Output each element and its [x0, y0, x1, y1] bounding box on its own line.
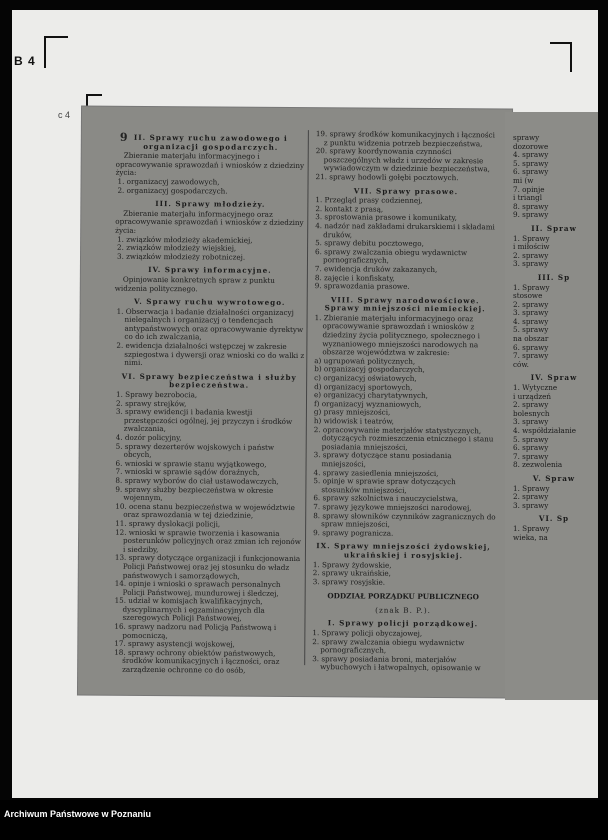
- list-item: 10. ocena stanu bezpieczeństwa w województwie oraz sprawozdania w tej dziedzinie,: [115, 501, 295, 521]
- list-item: c) organizacyj oświatowych,: [314, 373, 417, 383]
- list-item: 2. sprawy zwalczania obiegu wydawnictw pornograficznych,: [312, 636, 465, 655]
- list-item: 7. opinje: [513, 184, 545, 194]
- section-heading: IV. Spraw: [530, 373, 578, 383]
- sheet-label-b4: B 4: [14, 54, 36, 68]
- list-item: 14. opinje i wnioski o sprawach personalnych Policji Państwowej, mundurowej i śledczej,: [114, 578, 281, 598]
- list-item: 2. ewidencja działalności wstępczej w zakresie szpiegostwa i dywersji oraz wnioski co do walki z nimi.: [116, 340, 305, 368]
- list-item: 1. Sprawy: [513, 282, 550, 292]
- list-item: 4. sprawy: [513, 150, 549, 160]
- list-item: f) organizacyj wyznaniowych,: [313, 398, 422, 409]
- list-item: 8. zajęcie i konfiskaty,: [314, 272, 395, 283]
- list-item: ców.: [513, 359, 529, 369]
- list-item: 4. dozór policyjny,: [115, 432, 182, 443]
- list-item: 12. wnioski w sprawie tworzenia i kasowania posterunków policyjnych oraz zmian ich rejonów i siedziby,: [115, 527, 301, 554]
- list-item: dozorowe: [513, 141, 549, 151]
- list-item: 5. sprawy debitu pocztowego,: [315, 238, 424, 249]
- list-item: 7. sprawy: [513, 351, 549, 361]
- section-heading: VIII. Sprawy narodowościowe. Sprawy mniejszości niemieckiej.: [324, 294, 486, 314]
- list-item: 2. sprawy: [513, 250, 549, 260]
- list-item: 8. sprawy: [513, 201, 549, 211]
- list-item: 11. sprawy dyslokacji policji,: [115, 518, 221, 529]
- list-item: h) widowisk i teatrów,: [313, 416, 395, 426]
- list-item: 9. sprawozdania prasowe.: [314, 281, 410, 291]
- list-item: wieka, na: [513, 532, 548, 542]
- list-item: 1. organizacyj zawodowych,: [117, 176, 220, 187]
- list-item: 1. Przegląd prasy codziennej,: [315, 195, 423, 206]
- list-item: 5. sprawy dezerterów wojskowych i państw obcych,: [115, 441, 275, 460]
- list-item: 1. Obserwacja i badanie działalności organizacyj nielegalnych i organizacyj o tendencjach antypaństwowych oraz opracowywanie dyrektyw co do ich zwalczania,: [116, 306, 304, 342]
- list-item: 2. sprawy: [513, 492, 549, 502]
- paragraph: (znak B. P.).: [375, 605, 431, 615]
- section-heading: VII. Sprawy prasowe.: [353, 185, 459, 196]
- list-item: 1. Sprawy: [513, 483, 550, 493]
- list-item: sprawy: [513, 133, 540, 142]
- list-item: stosowe: [513, 291, 543, 301]
- list-item: 6. sprawy: [513, 443, 549, 453]
- list-item: 6. sprawy: [513, 167, 549, 177]
- list-item: 4. sprawy zasiedlenia mniejszości,: [313, 467, 439, 478]
- list-item: 1. Sprawy: [513, 523, 550, 533]
- list-item: 7. sprawy: [513, 451, 549, 461]
- list-item: 4. sprawy: [513, 316, 549, 326]
- list-item: 16. sprawy nadzoru nad Policją Państwową i pomocniczą,: [114, 621, 277, 640]
- list-item: 3. sprawy: [513, 500, 549, 510]
- list-item: 5. sprawy: [513, 325, 549, 335]
- section-heading: IV. Sprawy informacyjne.: [148, 265, 272, 276]
- section-heading: III. Sprawy młodzieży.: [155, 199, 266, 209]
- list-item: 8. sprawy wyborów do ciał ustawodawczych,: [115, 475, 279, 486]
- list-item: 18. sprawy ochrony obiektów państwowych, środków komunikacyjnych i łączności, oraz zarządzenie ochronne co do osób,: [114, 647, 280, 675]
- list-item: 2. sprawy: [513, 400, 549, 410]
- text-column-adjacent: [511, 134, 597, 542]
- archive-name: Archiwum Państwowe w Poznaniu: [4, 809, 152, 819]
- list-item: 17. sprawy asystencji wojskowej,: [114, 638, 235, 649]
- list-item: 7. ewidencja druków zakazanych,: [314, 264, 438, 274]
- list-item: 9. sprawy: [513, 210, 549, 220]
- paragraph: Opinjowanie konkretnych spraw z punktu widzenia politycznego.: [114, 274, 275, 293]
- list-item: 3. związków młodzieży robotniczej.: [116, 251, 246, 262]
- paragraph: Zbieranie materjału informacyjnego oraz opracowywanie sprawozdań i wniosków z dziedziny życia:: [115, 208, 304, 235]
- crop-mark-top-right: [550, 42, 572, 72]
- list-item: 3. sprawy ewidencji i badania kwestji przestępczości ogólnej, jej przyczyn i środków zwalczania,: [115, 406, 293, 434]
- adjacent-page: [505, 112, 598, 700]
- section-heading: II. Sprawy ruchu zawodowego i organizacji gospodarczych.: [133, 132, 288, 152]
- list-item: d) organizacyj sportowych,: [314, 381, 413, 392]
- list-item: 9. sprawy pogranicza.: [313, 527, 394, 538]
- list-item: 3. sprawy: [513, 417, 549, 427]
- list-item: 9. sprawy służby bezpieczeństwa w okresie wojennym,: [115, 484, 274, 503]
- list-item: 1. Zbieranie materjału informacyjnego oraz opracowywanie sprawozdań i wniosków z dziedziny życia politycznego, społecznego i wyznaniowego mniejszości narodowych na obszarze województwa w zakresie:: [314, 313, 480, 358]
- list-item: 1. Sprawy żydowskie,: [312, 559, 392, 570]
- list-item: 8. zezwolenia: [513, 460, 563, 470]
- list-item: 1. Sprawy bezrobocia,: [116, 389, 198, 400]
- list-item: 6. sprawy szkolnictwa i nauczycielstwa,: [313, 493, 459, 504]
- text-column-left: [112, 129, 306, 676]
- list-item: 1. Wytyczne: [513, 383, 558, 393]
- section-heading: I. Sprawy policji porządkowej.: [327, 618, 479, 629]
- archive-footer: [0, 800, 608, 840]
- section-heading: III. Sp: [537, 272, 571, 282]
- list-item: g) prasy mniejszości,: [313, 407, 391, 418]
- section-heading: II. Spraw: [531, 223, 577, 233]
- list-item: 2. sprawy: [513, 299, 549, 309]
- section-heading: V. Sprawy ruchu wywrotowego.: [133, 296, 286, 308]
- list-item: 6. sprawy zwalczania obiegu wydawnictw pornograficznych,: [315, 246, 468, 265]
- list-item: a) ugrupowań politycznych,: [314, 355, 416, 366]
- list-item: 5. opinje w sprawie spraw dotyczących stosunków mniejszości,: [313, 476, 456, 495]
- list-item: 3. sprawy dotyczące stanu posiadania mniejszości,: [313, 450, 452, 469]
- crop-mark-top-left: [44, 36, 68, 68]
- list-item: 3. sprawy rosyjskie.: [312, 576, 386, 587]
- list-item: 8. sprawy słowników czynników zagranicznych do spraw mniejszości,: [313, 510, 496, 529]
- list-item: 6. wnioski w sprawie stanu wyjątkowego,: [115, 458, 267, 469]
- list-item: 3. sprostowania prasowe i komunikaty,: [315, 212, 457, 223]
- paragraph: Zbieranie materjału informacyjnego i opracowywanie sprawozdań i wniosków z dziedziny życia:: [115, 150, 305, 178]
- document-page: [78, 107, 512, 698]
- list-item: 7. wnioski w sprawie sądów doraźnych,: [115, 467, 260, 478]
- list-item: 1. Sprawy policji obyczajowej,: [312, 628, 423, 638]
- list-item: 3. sprawy: [513, 308, 549, 318]
- list-item: 2. sprawy strejków,: [115, 398, 187, 408]
- list-item: 5. sprawy: [513, 434, 549, 444]
- list-item: 21. sprawy hodowli gołębi pocztowych.: [315, 172, 459, 183]
- list-item: mi (w: [513, 175, 534, 185]
- list-item: 6. sprawy: [513, 342, 549, 352]
- list-item: 2. kontakt z prasą,: [315, 203, 384, 214]
- list-item: i triangl: [513, 193, 543, 203]
- section-heading: VI. Sp: [538, 514, 570, 524]
- list-item: i urządzeń: [513, 391, 551, 401]
- list-item: 4. nadzór nad zakładami drukarskiemi i składami druków,: [315, 221, 495, 239]
- section-heading: IX. Sprawy mniejszości żydowskiej, ukraińskiej i rosyjskiej.: [316, 541, 491, 561]
- list-item: 13. sprawy dotyczące organizacji i funkcjonowania Policji Państwowej oraz jej stosunku do władz państwowych i samorządowych,: [114, 553, 301, 581]
- sheet-label-c4: c 4: [58, 110, 71, 120]
- list-item: 2. związków młodzieży wiejskiej,: [117, 242, 237, 253]
- text-column-right: [310, 130, 499, 673]
- section-heading: V. Spraw: [532, 473, 576, 483]
- list-item: 1. związków młodzieży akademickiej,: [117, 234, 253, 245]
- list-item: 19. sprawy środków komunikacyjnych i łączności z punktu widzenia potrzeb bezpieczeństwa,: [315, 129, 495, 148]
- page-number: 9: [119, 130, 128, 144]
- list-item: 2. organizacyj gospodarczych.: [117, 185, 228, 196]
- list-item: 1. Sprawy: [513, 233, 550, 243]
- list-item: 4. współdziałanie: [513, 426, 577, 435]
- list-item: 5. sprawy: [513, 158, 549, 168]
- list-item: b) organizacyj gospodarczych,: [314, 364, 425, 375]
- list-item: na obszar: [513, 334, 549, 344]
- list-item: 7. sprawy językowe mniejszości narodowej,: [313, 502, 472, 513]
- list-item: 15. udział w komisjach kwalifikacyjnych, dyscyplinarnych i egzaminacyjnych dla szeregowych Policji Państwowej,: [114, 596, 265, 624]
- section-heading: VI. Sprawy bezpieczeństwa i służby bezpieczeństwa.: [121, 371, 297, 391]
- list-item: i miłościw: [513, 242, 550, 252]
- section-heading: ODDZIAŁ PORZĄDKU PUBLICZNEGO: [327, 591, 479, 602]
- list-item: bolesnych: [513, 408, 550, 418]
- list-item: 2. opracowywanie materjałów statystycznych, dotyczących rozmieszczenia etnicznego i stanu posiadania mniejszości,: [313, 424, 494, 452]
- list-item: e) organizacyj charytatywnych,: [314, 390, 429, 401]
- list-item: 3. sprawy: [513, 259, 549, 269]
- list-item: 2. sprawy ukraińskie,: [312, 568, 392, 578]
- list-item: 20. sprawy koordynowania czynności poszczególnych władz i urzędów w zakresie wywiadowczym w dziedzinie bezpieczeństwa,: [315, 146, 490, 174]
- list-item: 3. sprawy posiadania broni, materjałów wybuchowych i łatwopalnych, opisowanie w: [312, 653, 481, 673]
